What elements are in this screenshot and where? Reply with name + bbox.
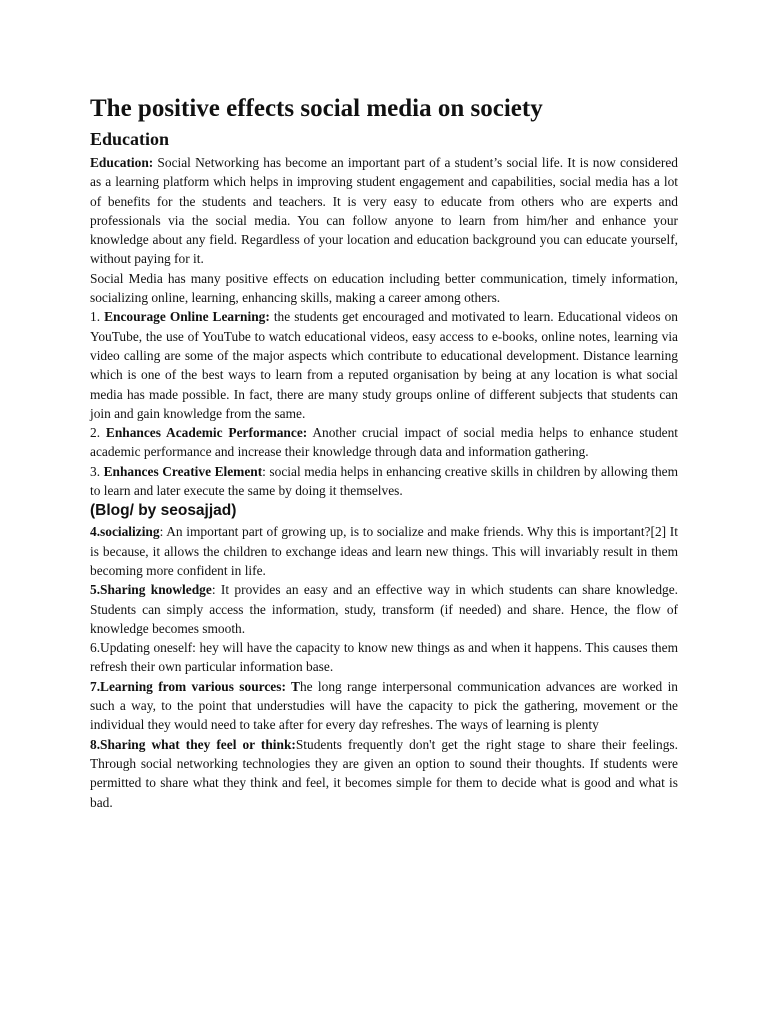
point-1-number: 1.	[90, 309, 105, 325]
point-2-lead: Enhances Academic Performance:	[105, 425, 308, 441]
document-page	[90, 94, 678, 812]
point-1	[90, 307, 678, 423]
point-1-lead: Encourage Online Learning:	[104, 309, 270, 325]
section-heading-education: Education	[90, 129, 170, 149]
point-6-text: 6.Updating oneself: hey will have the capacity to know new things as and when it happens. This causes them refresh their own particular information base.	[90, 640, 678, 675]
point-5-lead: 5.Sharing knowledge	[90, 582, 212, 598]
blog-credit: (Blog/ by seosajjad)	[90, 502, 237, 520]
point-6	[90, 638, 678, 677]
point-7	[90, 677, 678, 735]
intro-text: Social Networking has become an important part of a student’s social life. It is now considered as a learning platform which helps in improving student engagement and capabilities, social media has a lot of benefits for the students and teachers. It is very easy to educate from others who are experts and professionals via the social media. You can follow anyone to learn from him/her and enhance your knowledge about any field. Regardless of your location and education background you can educate yourself, without paying for it.	[90, 155, 678, 267]
point-3-lead: Enhances Creative Element	[103, 463, 263, 479]
positive-effects-paragraph: Social Media has many positive effects on education including better communication, timely information, socializing online, learning, enhancing skills, making a career among others.	[90, 270, 678, 306]
point-3	[90, 462, 678, 501]
point-5	[90, 580, 678, 638]
point-5-text: : It provides an easy and an effective way in which students can share knowledge. Students can simply access the information, study, transform (if needed) and share. Hence, the flow of knowledge becomes smooth.	[90, 582, 679, 636]
point-4-text: : An important part of growing up, is to socialize and make friends. Why this is important?[2] It is because, it allows the children to exchange ideas and learn new things. This will invariably result in them becoming more confident in life.	[90, 524, 678, 578]
point-8-text: Students frequently don't get the right stage to share their feelings. Through social networking technologies they are given an option to sound their thoughts. If students were permitted to share what they think and feel, it becomes simple for them to decide what is good and what is bad.	[90, 736, 678, 810]
point-2-number: 2.	[90, 425, 106, 441]
point-1-text: the students get encouraged and motivated to learn. Educational videos on YouTube, the use of YouTube to watch educational videos, easy access to e-books, online notes, learning via video calling are some of the major aspects which contribute to educational development. Distance learning which is one of the best ways to learn from a reputed organisation by being at any location is what social media has made possible. In fact, there are many study groups online of different subjects that students can join and gain knowledge from the same.	[90, 309, 678, 421]
point-4	[90, 522, 678, 580]
intro-paragraph	[90, 153, 678, 269]
point-2	[90, 423, 678, 462]
point-2-text: Another crucial impact of social media helps to enhance student academic performance and increase their knowledge through data and information gathering.	[90, 425, 678, 460]
point-4-lead: 4.socializing	[90, 524, 160, 540]
point-8-lead: 8.Sharing what they feel or think:	[90, 736, 296, 752]
point-8	[90, 735, 678, 812]
point-7-text: he long range interpersonal communication advances are worked in such a way, to the point that understudies will have the capacity to pick the gathering, movement or the individual they would need to take after for every day refreshes. The ways of learning is plenty	[90, 678, 678, 733]
point-3-number: 3.	[90, 463, 104, 479]
document-title: The positive effects social media on society	[90, 95, 543, 122]
point-3-text: : social media helps in enhancing creative skills in children by allowing them to learn and later execute the same by doing it themselves.	[90, 463, 678, 499]
intro-lead: Education:	[90, 155, 154, 170]
point-7-lead: 7.Learning from various sources: T	[90, 678, 300, 694]
